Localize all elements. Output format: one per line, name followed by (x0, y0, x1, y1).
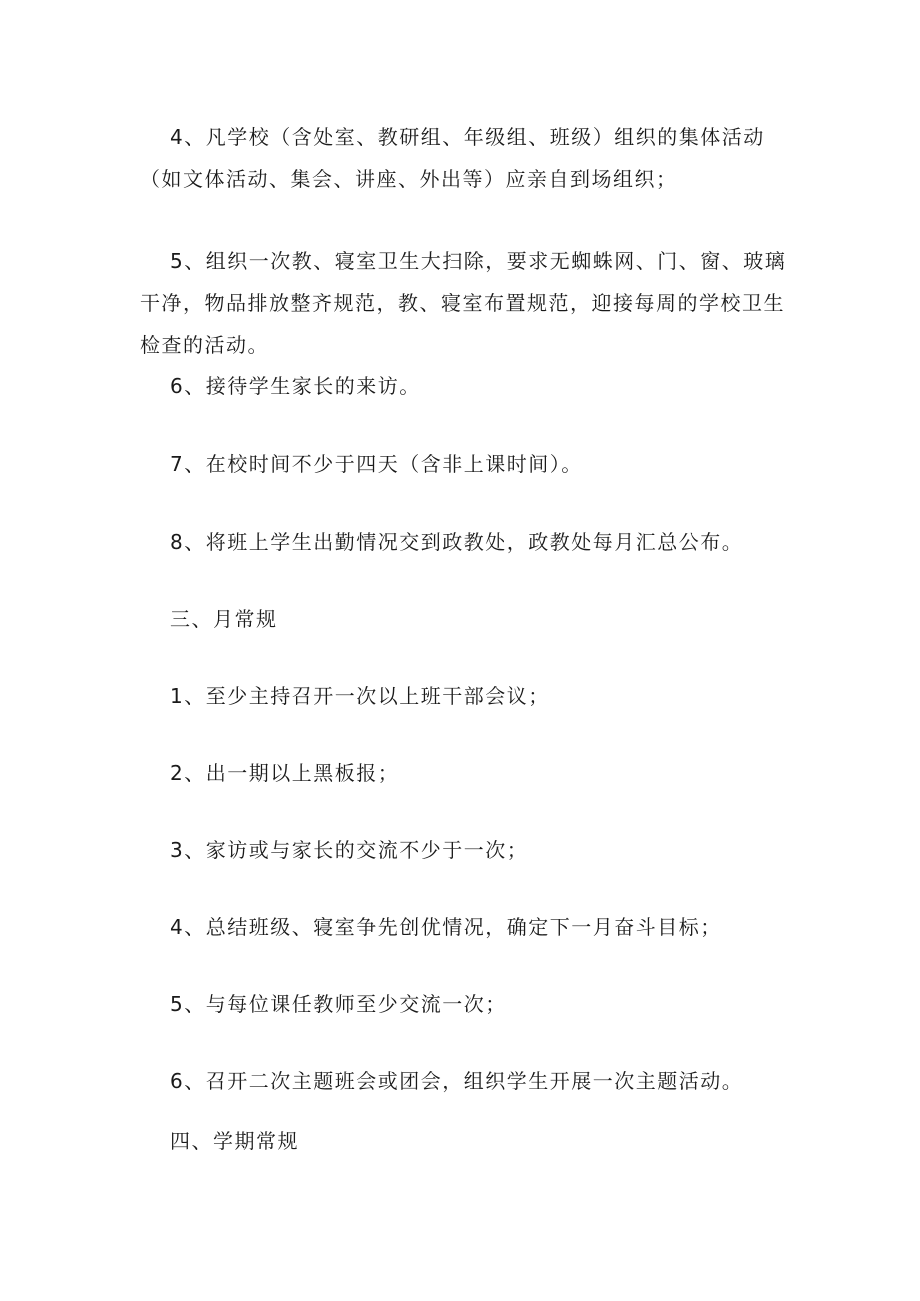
paragraph-monthly-item-1: 1、至少主持召开一次以上班干部会议； (170, 684, 550, 708)
paragraph-item-4-collective-activities: 4、凡学校（含处室、教研组、年级组、班级）组织的集体活动（如文体活动、集会、讲座、外出等）应亲自到场组织； (140, 125, 765, 191)
paragraph-monthly-item-4: 4、总结班级、寝室争先创优情况，确定下一月奋斗目标； (170, 915, 722, 939)
paragraph-item-6-parent-visits: 6、接待学生家长的来访。 (170, 374, 421, 398)
section-heading-semester-routine: 四、学期常规 (170, 1129, 299, 1153)
section-heading-monthly-routine: 三、月常规 (170, 607, 278, 631)
paragraph-item-7-school-time: 7、在校时间不少于四天（含非上课时间）。 (170, 452, 583, 476)
paragraph-monthly-item-2: 2、出一期以上黑板报； (170, 761, 400, 785)
paragraph-item-5-cleaning: 5、组织一次教、寝室卫生大扫除，要求无蜘蛛网、门、窗、玻璃干净，物品排放整齐规范，教、寝室布置规范，迎接每周的学校卫生检查的活动。 (140, 249, 787, 357)
paragraph-item-8-attendance: 8、将班上学生出勤情况交到政教处，政教处每月汇总公布。 (170, 530, 744, 554)
paragraph-monthly-item-3: 3、家访或与家长的交流不少于一次； (170, 838, 529, 862)
paragraph-monthly-item-5: 5、与每位课任教师至少交流一次； (170, 992, 507, 1016)
paragraph-monthly-item-6: 6、召开二次主题班会或团会，组织学生开展一次主题活动。 (170, 1069, 744, 1093)
